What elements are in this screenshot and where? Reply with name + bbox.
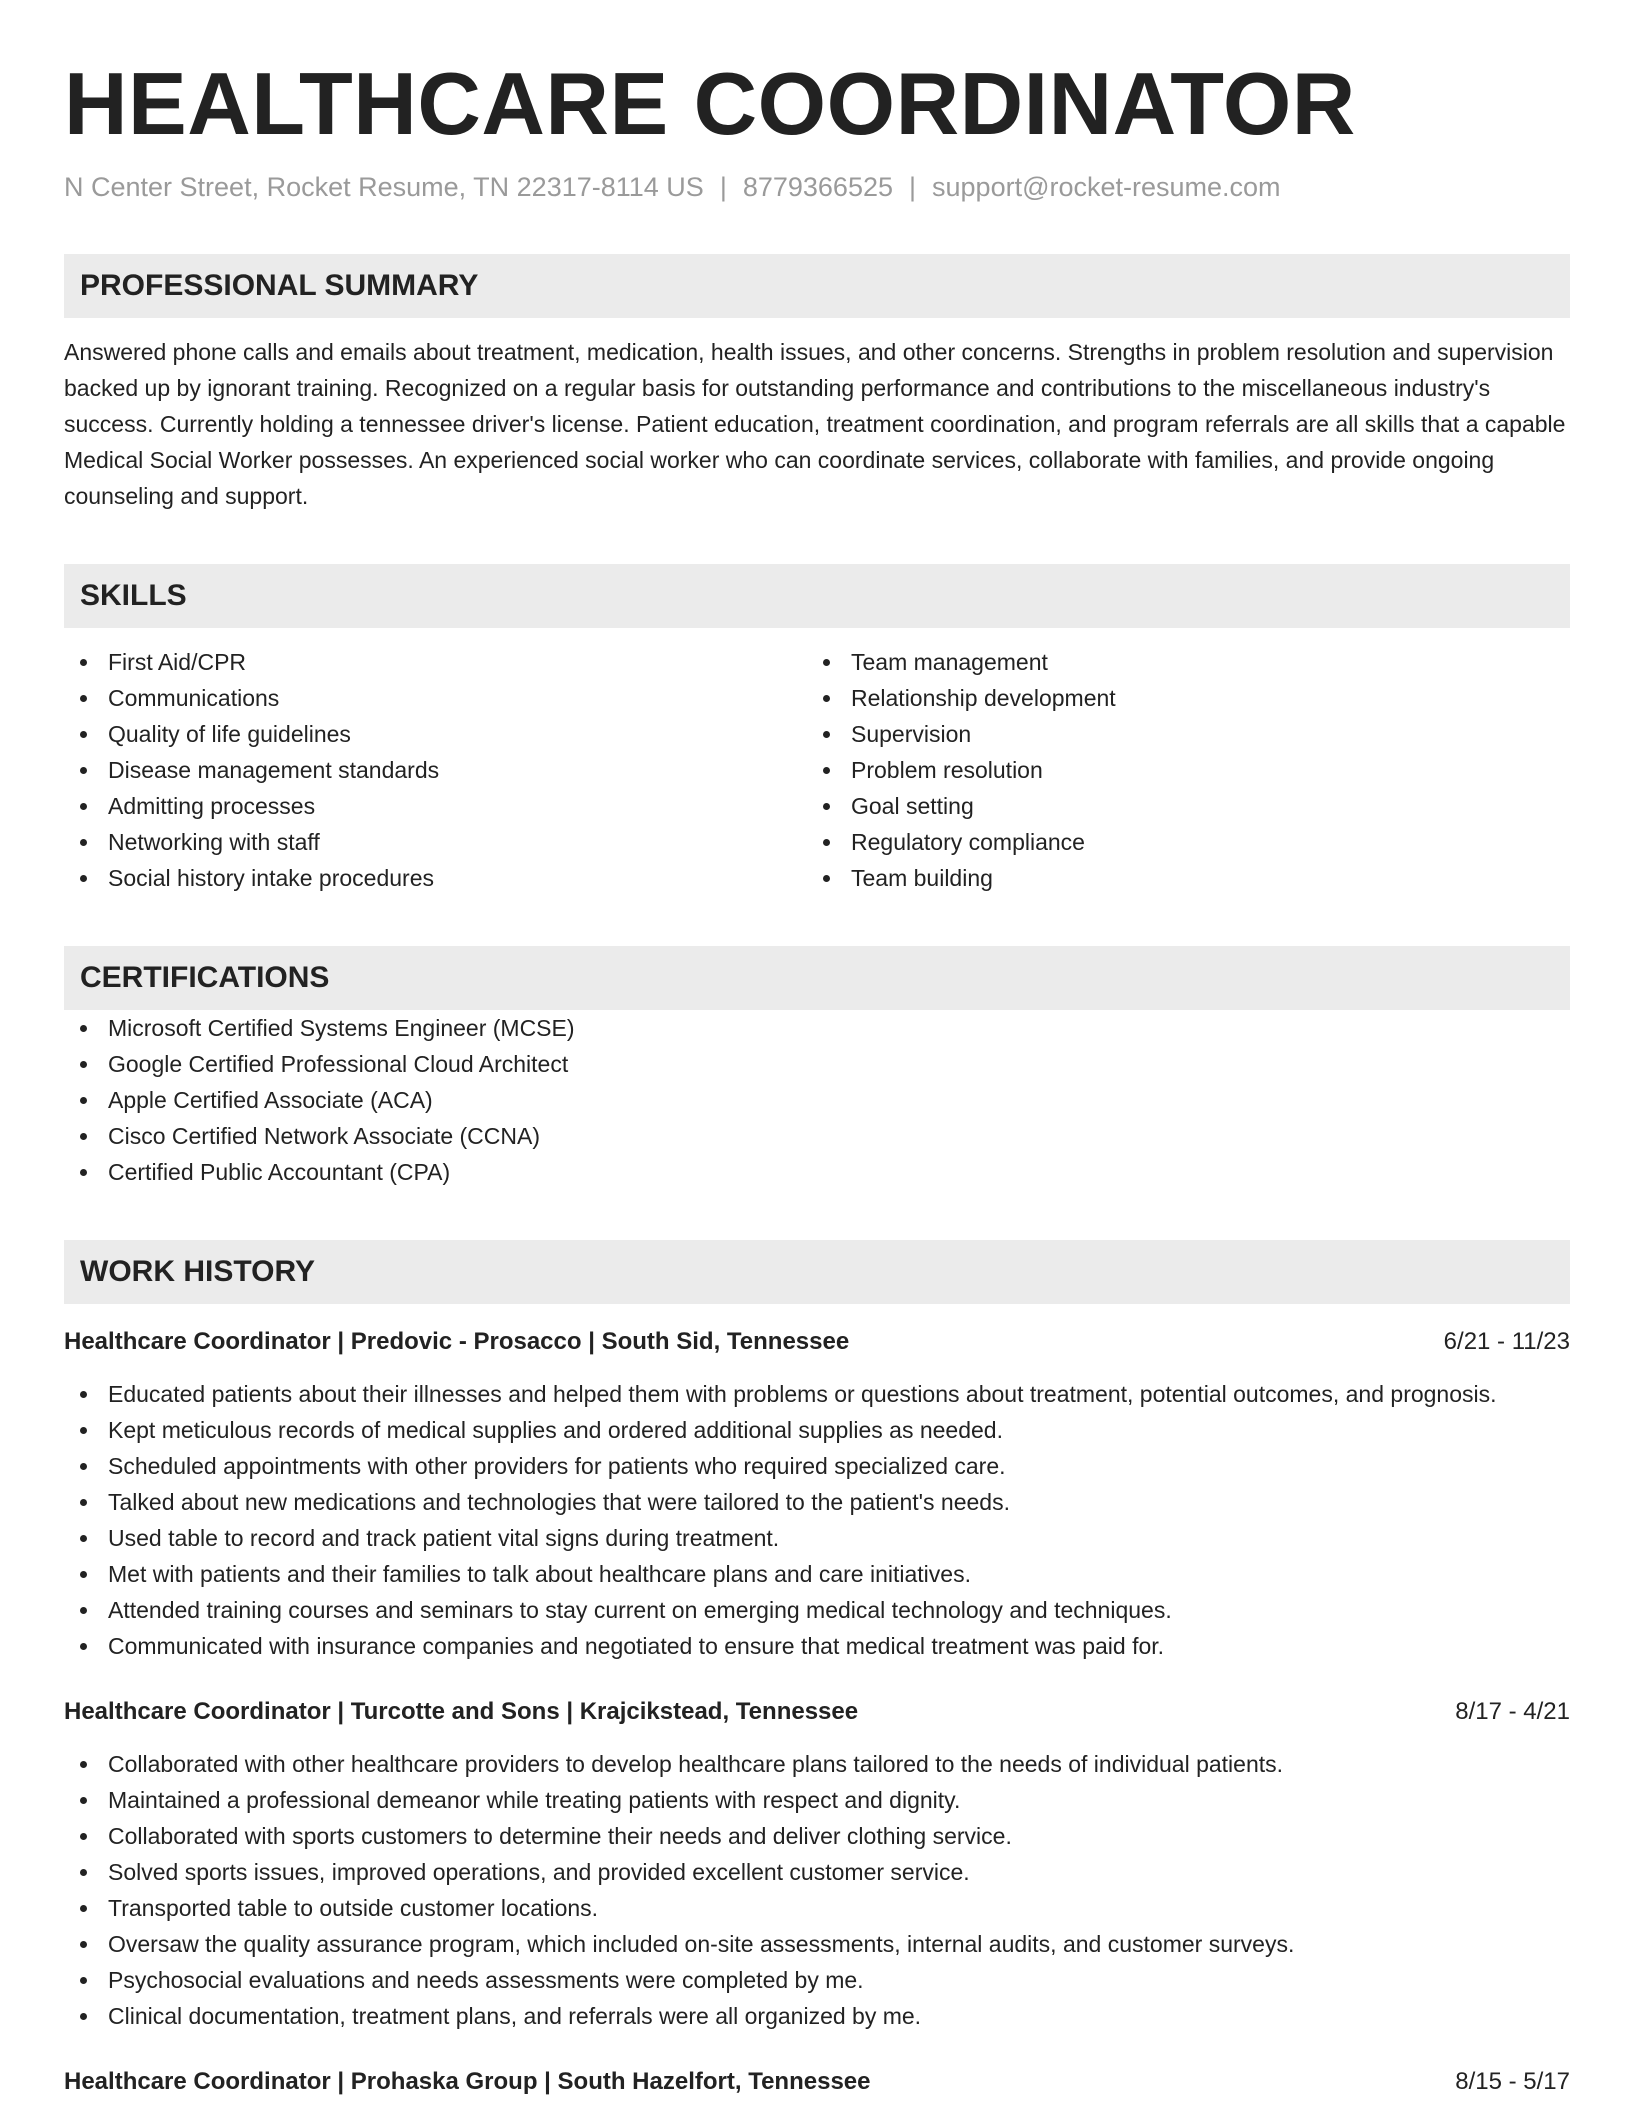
certifications-heading: CERTIFICATIONS xyxy=(64,946,1570,1010)
job-duties-list xyxy=(64,1746,1570,2034)
job-header xyxy=(64,1694,1570,1730)
skills-column-left xyxy=(64,644,807,896)
skill-item: Networking with staff xyxy=(64,824,807,860)
job-title: Healthcare Coordinator | Predovic - Prosacco | South Sid, Tennessee xyxy=(64,1328,850,1355)
certifications-list xyxy=(64,1010,1570,1190)
job-dates: 6/21 - 11/23 xyxy=(1443,1328,1570,1355)
work-history-list xyxy=(64,1324,1570,2100)
job-duty-item: Talked about new medications and technologies that were tailored to the patient's needs. xyxy=(64,1484,1570,1520)
certification-item: Microsoft Certified Systems Engineer (MCSE) xyxy=(64,1010,1570,1046)
job-title: Healthcare Coordinator | Turcotte and Sons | Krajcikstead, Tennessee xyxy=(64,1698,859,1725)
skills-column-right xyxy=(807,644,1550,896)
skill-item: First Aid/CPR xyxy=(64,644,807,680)
work-history-heading: WORK HISTORY xyxy=(64,1240,1570,1304)
job-duty-item: Oversaw the quality assurance program, which included on-site assessments, internal audits, and customer surveys. xyxy=(64,1926,1570,1962)
skill-item: Problem resolution xyxy=(807,752,1550,788)
job-entry xyxy=(64,1694,1570,2034)
job-duty-item: Scheduled appointments with other providers for patients who required specialized care. xyxy=(64,1448,1570,1484)
certification-item: Google Certified Professional Cloud Architect xyxy=(64,1046,1570,1082)
job-duty-item: Educated patients about their illnesses and helped them with problems or questions about treatment, potential outcomes, and prognosis. xyxy=(64,1376,1570,1412)
job-duty-item: Collaborated with sports customers to determine their needs and deliver clothing service. xyxy=(64,1818,1570,1854)
job-header xyxy=(64,1324,1570,1360)
job-duty-item: Attended training courses and seminars to stay current on emerging medical technology and techniques. xyxy=(64,1592,1570,1628)
resume-page xyxy=(64,0,1570,2100)
candidate-name: HEALTHCARE COORDINATOR xyxy=(64,54,1356,153)
contact-address: N Center Street, Rocket Resume, TN 22317-8114 US xyxy=(64,172,704,202)
job-duty-item: Kept meticulous records of medical supplies and ordered additional supplies as needed. xyxy=(64,1412,1570,1448)
skill-item: Supervision xyxy=(807,716,1550,752)
skills-list xyxy=(64,644,1570,896)
contact-separator: | xyxy=(719,172,727,202)
skill-item: Regulatory compliance xyxy=(807,824,1550,860)
contact-phone: 8779366525 xyxy=(742,172,893,202)
skill-item: Social history intake procedures xyxy=(64,860,807,896)
summary-heading: PROFESSIONAL SUMMARY xyxy=(64,254,1570,318)
job-duties-list xyxy=(64,1376,1570,1664)
summary-text: Answered phone calls and emails about treatment, medication, health issues, and other concerns. Strengths in problem resolution and supervision backed up by ignorant training. Recognized on a regular basis for outstanding performance and contributions to the miscellaneous industry's success. Currently holding a tennessee driver's license. Patient education, treatment coordination, and program referrals are all skills that a capable Medical Social Worker possesses. An experienced social worker who can coordinate services, collaborate with families, and provide ongoing counseling and support. xyxy=(64,339,1566,509)
skill-item: Relationship development xyxy=(807,680,1550,716)
certification-item: Certified Public Accountant (CPA) xyxy=(64,1154,1570,1190)
certification-item: Apple Certified Associate (ACA) xyxy=(64,1082,1570,1118)
job-duty-item: Collaborated with other healthcare providers to develop healthcare plans tailored to the needs of individual patients. xyxy=(64,1746,1570,1782)
job-entry xyxy=(64,2064,1570,2100)
skill-item: Team building xyxy=(807,860,1550,896)
job-duty-item: Transported table to outside customer locations. xyxy=(64,1890,1570,1926)
certification-item: Cisco Certified Network Associate (CCNA) xyxy=(64,1118,1570,1154)
job-duty-item: Used table to record and track patient vital signs during treatment. xyxy=(64,1520,1570,1556)
contact-line xyxy=(64,170,1570,204)
skill-item: Team management xyxy=(807,644,1550,680)
contact-separator: | xyxy=(909,172,917,202)
job-duty-item: Clinical documentation, treatment plans, and referrals were all organized by me. xyxy=(64,1998,1570,2034)
skill-item: Quality of life guidelines xyxy=(64,716,807,752)
job-duty-item: Communicated with insurance companies and negotiated to ensure that medical treatment was paid for. xyxy=(64,1628,1570,1664)
job-duty-item: Psychosocial evaluations and needs assessments were completed by me. xyxy=(64,1962,1570,1998)
job-duty-item: Solved sports issues, improved operations, and provided excellent customer service. xyxy=(64,1854,1570,1890)
skill-item: Communications xyxy=(64,680,807,716)
skill-item: Goal setting xyxy=(807,788,1550,824)
contact-email: support@rocket-resume.com xyxy=(932,172,1281,202)
job-duty-item: Met with patients and their families to talk about healthcare plans and care initiatives. xyxy=(64,1556,1570,1592)
job-duty-item: Maintained a professional demeanor while treating patients with respect and dignity. xyxy=(64,1782,1570,1818)
skills-heading: SKILLS xyxy=(64,564,1570,628)
job-title: Healthcare Coordinator | Prohaska Group | South Hazelfort, Tennessee xyxy=(64,2068,871,2095)
job-header xyxy=(64,2064,1570,2100)
skills-right-list xyxy=(807,644,1550,896)
skills-left-list xyxy=(64,644,807,896)
skill-item: Disease management standards xyxy=(64,752,807,788)
job-dates: 8/15 - 5/17 xyxy=(1455,2068,1570,2095)
job-entry xyxy=(64,1324,1570,1664)
job-dates: 8/17 - 4/21 xyxy=(1455,1698,1570,1725)
skill-item: Admitting processes xyxy=(64,788,807,824)
